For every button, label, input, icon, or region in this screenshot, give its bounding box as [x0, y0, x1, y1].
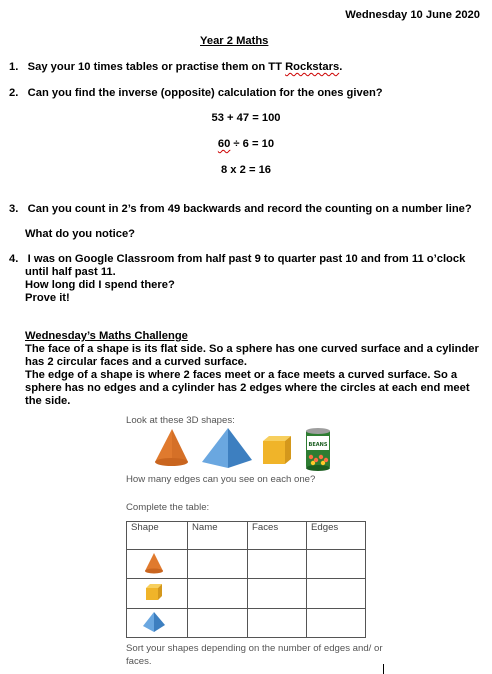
name-cell[interactable]: [188, 609, 248, 638]
task-text-end: .: [339, 61, 343, 73]
shapes-row: [150, 426, 340, 472]
page-date: Wednesday 10 June 2020: [345, 9, 480, 21]
task-number: 3.: [9, 203, 19, 215]
task-text: Say your 10 times tables or practise them on TT: [27, 61, 286, 73]
table-row: [127, 609, 366, 638]
equation-2: [0, 138, 492, 151]
task-3-sub: What do you notice?: [25, 228, 136, 240]
task-text: I was on Google Classroom from half past 9 to quarter past 10 and from 11 o’clock: [27, 253, 466, 265]
header-edges: Edges: [307, 522, 366, 550]
edges-cell[interactable]: [307, 579, 366, 609]
equation-2-rest: ÷ 6 = 10: [230, 138, 275, 150]
task-4-line-2: until half past 11.: [25, 266, 116, 278]
table-row: [127, 579, 366, 609]
sort-text-line-2: faces.: [126, 656, 152, 667]
faces-cell[interactable]: [248, 550, 307, 579]
equation-1: 53 + 47 = 100: [211, 112, 281, 124]
task-number: 2.: [9, 87, 19, 99]
task-number: 4.: [9, 253, 19, 265]
header-shape: Shape: [127, 522, 188, 550]
shape-cell: [127, 550, 188, 579]
task-text: Can you count in 2’s from 49 backwards and record the counting on a number line?: [27, 203, 472, 215]
task-4-line-3: How long did I spend there?: [25, 279, 175, 291]
header-name: Name: [188, 522, 248, 550]
page-title: Year 2 Maths: [200, 35, 269, 47]
complete-table-text: Complete the table:: [126, 502, 210, 513]
name-cell[interactable]: [188, 579, 248, 609]
task-2: [9, 87, 383, 100]
shape-cell: [127, 579, 188, 609]
cone-icon: [142, 551, 166, 575]
challenge-heading: Wednesday’s Maths Challenge: [25, 330, 188, 342]
task-1: [9, 61, 342, 74]
shapes-table: [126, 521, 366, 638]
faces-cell[interactable]: [248, 579, 307, 609]
challenge-paragraph-1: The face of a shape is its flat side. So a sphere has one curved surface and a cylinder has 2 circular faces and a curved surface.: [25, 343, 479, 368]
name-cell[interactable]: [188, 550, 248, 579]
table-header-row: [127, 522, 366, 550]
task-text: Can you find the inverse (opposite) calculation for the ones given?: [27, 87, 383, 99]
equation-3: 8 x 2 = 16: [220, 164, 272, 176]
equation-2-number: 60: [217, 138, 231, 150]
task-number: 1.: [9, 61, 19, 73]
edges-cell[interactable]: [307, 609, 366, 638]
sort-text-line-1: Sort your shapes depending on the number of edges and/ or: [126, 643, 383, 654]
tt-rockstars-link: Rockstars: [285, 61, 340, 73]
cone-icon: [155, 429, 188, 466]
faces-cell[interactable]: [248, 609, 307, 638]
table-row: [127, 550, 366, 579]
challenge-paragraph-2: The edge of a shape is where 2 faces meet or a face meets a curved surface. So a sphere has no edges and a cylinder has 2 edges where the circles at each end meet the side.: [25, 369, 470, 407]
cube-icon: [263, 436, 291, 464]
cube-icon: [142, 581, 166, 605]
pyramid-icon: [202, 428, 252, 468]
edges-cell[interactable]: [307, 550, 366, 579]
task-4-line-4: Prove it!: [25, 292, 70, 304]
task-3: [9, 203, 472, 216]
can-icon: [306, 428, 330, 471]
look-at-shapes-text: Look at these 3D shapes:: [126, 415, 235, 426]
task-4: [9, 253, 465, 266]
can-label: BEANS: [308, 442, 328, 448]
shape-cell: [127, 609, 188, 638]
pyramid-icon: [141, 610, 167, 634]
edges-question: How many edges can you see on each one?: [126, 474, 316, 485]
header-faces: Faces: [248, 522, 307, 550]
